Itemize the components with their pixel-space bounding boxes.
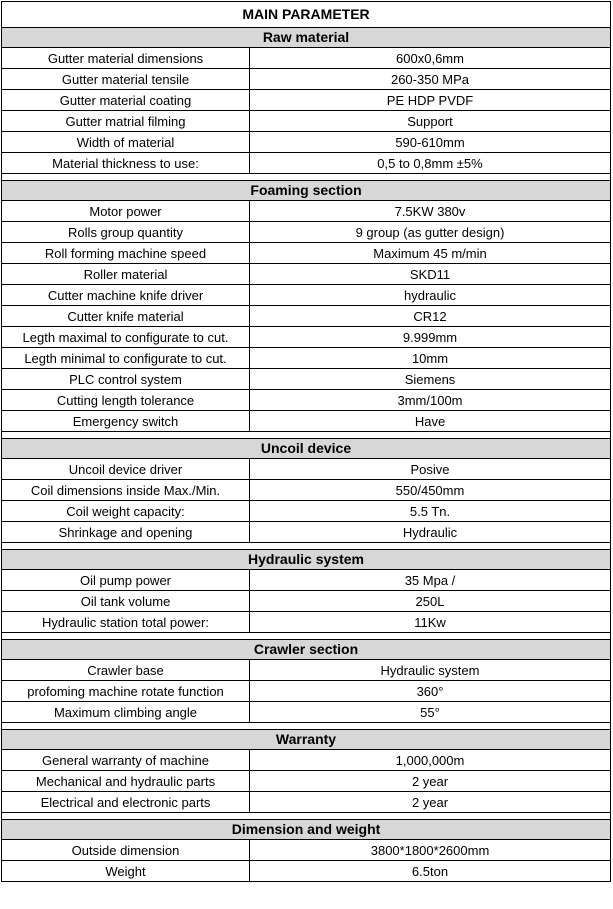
parameter-label: Cutter knife material (2, 306, 250, 327)
table-row (2, 306, 611, 327)
section-header-row (2, 820, 611, 840)
table-row (2, 681, 611, 702)
parameter-value: 600x0,6mm (250, 48, 611, 69)
parameter-value: PE HDP PVDF (250, 90, 611, 111)
parameter-label: Material thickness to use: (2, 153, 250, 174)
parameter-label: Rolls group quantity (2, 222, 250, 243)
table-row (2, 792, 611, 813)
parameter-label: Gutter material tensile (2, 69, 250, 90)
parameter-value: Have (250, 411, 611, 432)
section-title: Crawler section (2, 640, 611, 660)
section-title: Foaming section (2, 181, 611, 201)
table-row (2, 285, 611, 306)
parameter-value: 360° (250, 681, 611, 702)
section-spacer-row (2, 432, 611, 439)
parameter-value: 550/450mm (250, 480, 611, 501)
parameter-value: SKD11 (250, 264, 611, 285)
parameter-value: Hydraulic system (250, 660, 611, 681)
parameter-value: 1,000,000m (250, 750, 611, 771)
parameter-label: Emergency switch (2, 411, 250, 432)
table-row (2, 222, 611, 243)
parameter-value: 5.5 Tn. (250, 501, 611, 522)
section-header-row (2, 28, 611, 48)
table-row (2, 459, 611, 480)
parameter-value: 35 Mpa / (250, 570, 611, 591)
section-title: Hydraulic system (2, 550, 611, 570)
section-title: Uncoil device (2, 439, 611, 459)
main-title-row (2, 2, 611, 28)
parameter-value: hydraulic (250, 285, 611, 306)
parameter-value: 250L (250, 591, 611, 612)
parameter-label: Oil tank volume (2, 591, 250, 612)
parameter-label: Cutting length tolerance (2, 390, 250, 411)
table-row (2, 612, 611, 633)
section-header-row (2, 181, 611, 201)
section-spacer (2, 723, 611, 730)
table-row (2, 48, 611, 69)
table-row (2, 522, 611, 543)
parameter-label: Gutter matrial filming (2, 111, 250, 132)
parameter-value: CR12 (250, 306, 611, 327)
parameter-label: Outside dimension (2, 840, 250, 861)
parameter-value: 3mm/100m (250, 390, 611, 411)
table-row (2, 702, 611, 723)
parameter-label: Legth minimal to configurate to cut. (2, 348, 250, 369)
parameter-value: Support (250, 111, 611, 132)
section-title: Dimension and weight (2, 820, 611, 840)
section-header-row (2, 439, 611, 459)
table-row (2, 480, 611, 501)
parameter-value: 6.5ton (250, 861, 611, 882)
parameter-value: Siemens (250, 369, 611, 390)
table-row (2, 369, 611, 390)
table-body (2, 2, 611, 882)
table-row (2, 90, 611, 111)
parameter-label: General warranty of machine (2, 750, 250, 771)
table-row (2, 243, 611, 264)
parameter-value: 260-350 MPa (250, 69, 611, 90)
section-spacer (2, 432, 611, 439)
parameter-label: Legth maximal to configurate to cut. (2, 327, 250, 348)
parameter-value: 9 group (as gutter design) (250, 222, 611, 243)
parameter-label: Cutter machine knife driver (2, 285, 250, 306)
parameter-value: 590-610mm (250, 132, 611, 153)
parameter-value: 11Kw (250, 612, 611, 633)
section-title: Warranty (2, 730, 611, 750)
parameter-value: 55° (250, 702, 611, 723)
section-title: Raw material (2, 28, 611, 48)
parameter-label: PLC control system (2, 369, 250, 390)
main-title: MAIN PARAMETER (2, 2, 611, 28)
parameter-value: 3800*1800*2600mm (250, 840, 611, 861)
parameter-label: Width of material (2, 132, 250, 153)
table-row (2, 327, 611, 348)
parameter-value: 10mm (250, 348, 611, 369)
section-spacer-row (2, 723, 611, 730)
parameter-label: Coil dimensions inside Max./Min. (2, 480, 250, 501)
table-row (2, 69, 611, 90)
parameter-label: Mechanical and hydraulic parts (2, 771, 250, 792)
parameter-value: Posive (250, 459, 611, 480)
section-header-row (2, 640, 611, 660)
parameter-value: 2 year (250, 771, 611, 792)
parameter-value: 9.999mm (250, 327, 611, 348)
section-header-row (2, 730, 611, 750)
parameter-value: 0,5 to 0,8mm ±5% (250, 153, 611, 174)
table-row (2, 771, 611, 792)
parameter-label: Coil weight capacity: (2, 501, 250, 522)
table-row (2, 111, 611, 132)
parameter-value: Maximum 45 m/min (250, 243, 611, 264)
parameter-label: Crawler base (2, 660, 250, 681)
table-row (2, 591, 611, 612)
parameter-label: Gutter material coating (2, 90, 250, 111)
parameter-label: Hydraulic station total power: (2, 612, 250, 633)
table-row (2, 660, 611, 681)
table-row (2, 348, 611, 369)
table-row (2, 153, 611, 174)
parameter-label: Shrinkage and opening (2, 522, 250, 543)
section-spacer (2, 813, 611, 820)
parameter-label: Roller material (2, 264, 250, 285)
section-header-row (2, 550, 611, 570)
table-row (2, 411, 611, 432)
section-spacer-row (2, 633, 611, 640)
section-spacer (2, 633, 611, 640)
section-spacer-row (2, 174, 611, 181)
main-parameter-table (1, 1, 611, 882)
section-spacer (2, 174, 611, 181)
table-row (2, 201, 611, 222)
parameter-label: Roll forming machine speed (2, 243, 250, 264)
parameter-label: Motor power (2, 201, 250, 222)
parameter-label: Weight (2, 861, 250, 882)
table-row (2, 750, 611, 771)
section-spacer-row (2, 813, 611, 820)
section-spacer-row (2, 543, 611, 550)
parameter-label: Gutter material dimensions (2, 48, 250, 69)
table-row (2, 390, 611, 411)
table-row (2, 264, 611, 285)
parameter-label: Electrical and electronic parts (2, 792, 250, 813)
table-row (2, 501, 611, 522)
parameter-label: Uncoil device driver (2, 459, 250, 480)
table-row (2, 132, 611, 153)
parameter-value: 2 year (250, 792, 611, 813)
table-row (2, 840, 611, 861)
parameter-label: profoming machine rotate function (2, 681, 250, 702)
parameter-label: Oil pump power (2, 570, 250, 591)
parameter-value: 7.5KW 380v (250, 201, 611, 222)
parameter-value: Hydraulic (250, 522, 611, 543)
table-row (2, 861, 611, 882)
parameter-label: Maximum climbing angle (2, 702, 250, 723)
section-spacer (2, 543, 611, 550)
table-row (2, 570, 611, 591)
